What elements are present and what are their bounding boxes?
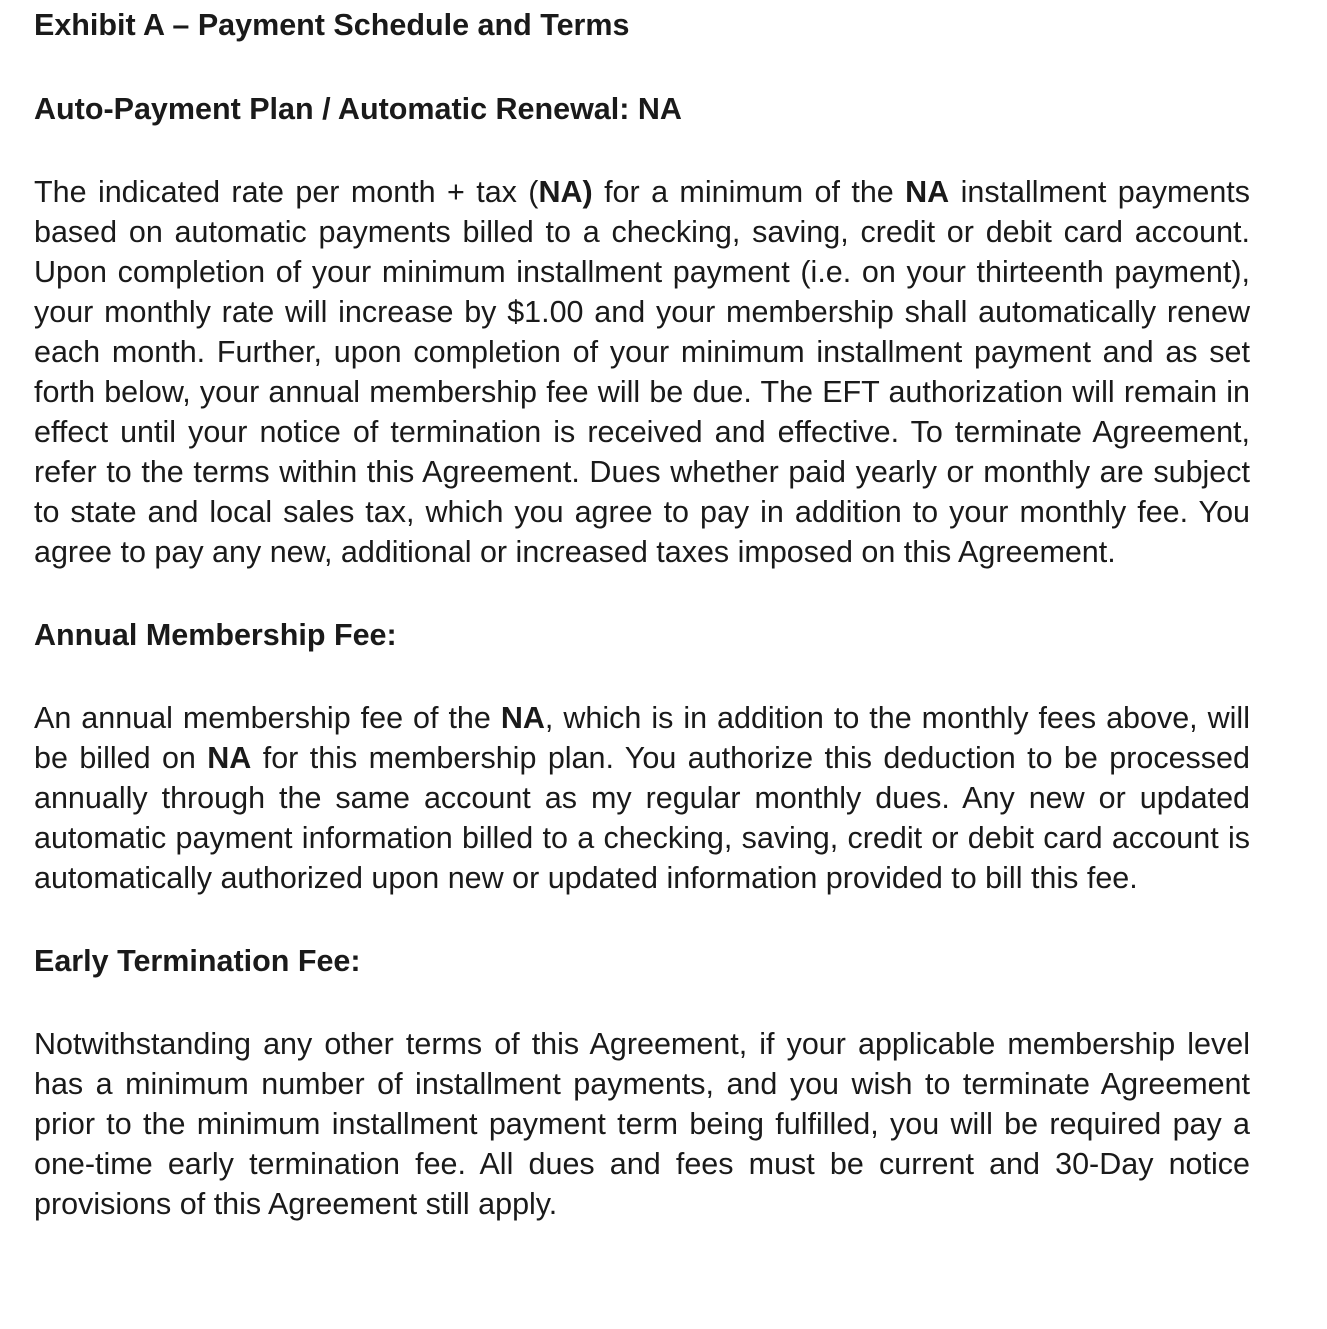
annual-fee-amount-value: NA — [500, 701, 545, 735]
auto-payment-paragraph — [34, 172, 1250, 572]
early-termination-heading: Early Termination Fee: — [34, 944, 361, 978]
auto-payment-text-2: for a minimum of the — [592, 175, 906, 209]
auto-payment-rate-value: NA) — [538, 175, 593, 209]
document-page — [34, 4, 1250, 1224]
auto-payment-text-1: The indicated rate per month + tax ( — [34, 175, 539, 209]
annual-fee-text-2: , which is in addition to the monthly fees above, will be billed on — [34, 701, 1250, 775]
annual-fee-text-1: An annual membership fee of the — [34, 701, 501, 735]
annual-fee-heading: Annual Membership Fee: — [34, 618, 397, 652]
annual-fee-text-3: for this membership plan. You authorize this deduction to be processed annually through the same account as my regular monthly dues. Any new or updated automatic payment information billed to a checking, saving, credit or debit card account is automatically authorized upon new or updated information provided to bill this fee. — [34, 741, 1250, 895]
annual-fee-billing-date-value: NA — [207, 741, 252, 775]
early-termination-paragraph: Notwithstanding any other terms of this Agreement, if your applicable membership level has a minimum number of installment payments, and you wish to terminate Agreement prior to the minimum installment payment term being fulfilled, you will be required pay a one-time early termination fee. All dues and fees must be current and 30-Day notice provisions of this Agreement still apply. — [34, 1027, 1250, 1221]
auto-payment-text-3: installment payments based on automatic payments billed to a checking, saving, credit or debit card account. Upon completion of your minimum installment payment (i.e. on your thirteenth payment), your monthly rate will increase by $1.00 and your membership shall automatically renew each month. Further, upon completion of your minimum installment payment and as set forth below, your annual membership fee will be due. The EFT authorization will remain in effect until your notice of termination is received and effective. To terminate Agreement, refer to the terms within this Agreement. Dues whether paid yearly or monthly are subject to state and local sales tax, which you agree to pay in addition to your monthly fee. You agree to pay any new, additional or increased taxes imposed on this Agreement. — [34, 175, 1251, 569]
exhibit-title: Exhibit A – Payment Schedule and Terms — [34, 8, 630, 42]
auto-payment-heading: Auto-Payment Plan / Automatic Renewal: NA — [34, 92, 682, 126]
auto-payment-minimum-value: NA — [905, 175, 950, 209]
annual-fee-paragraph — [34, 698, 1250, 898]
